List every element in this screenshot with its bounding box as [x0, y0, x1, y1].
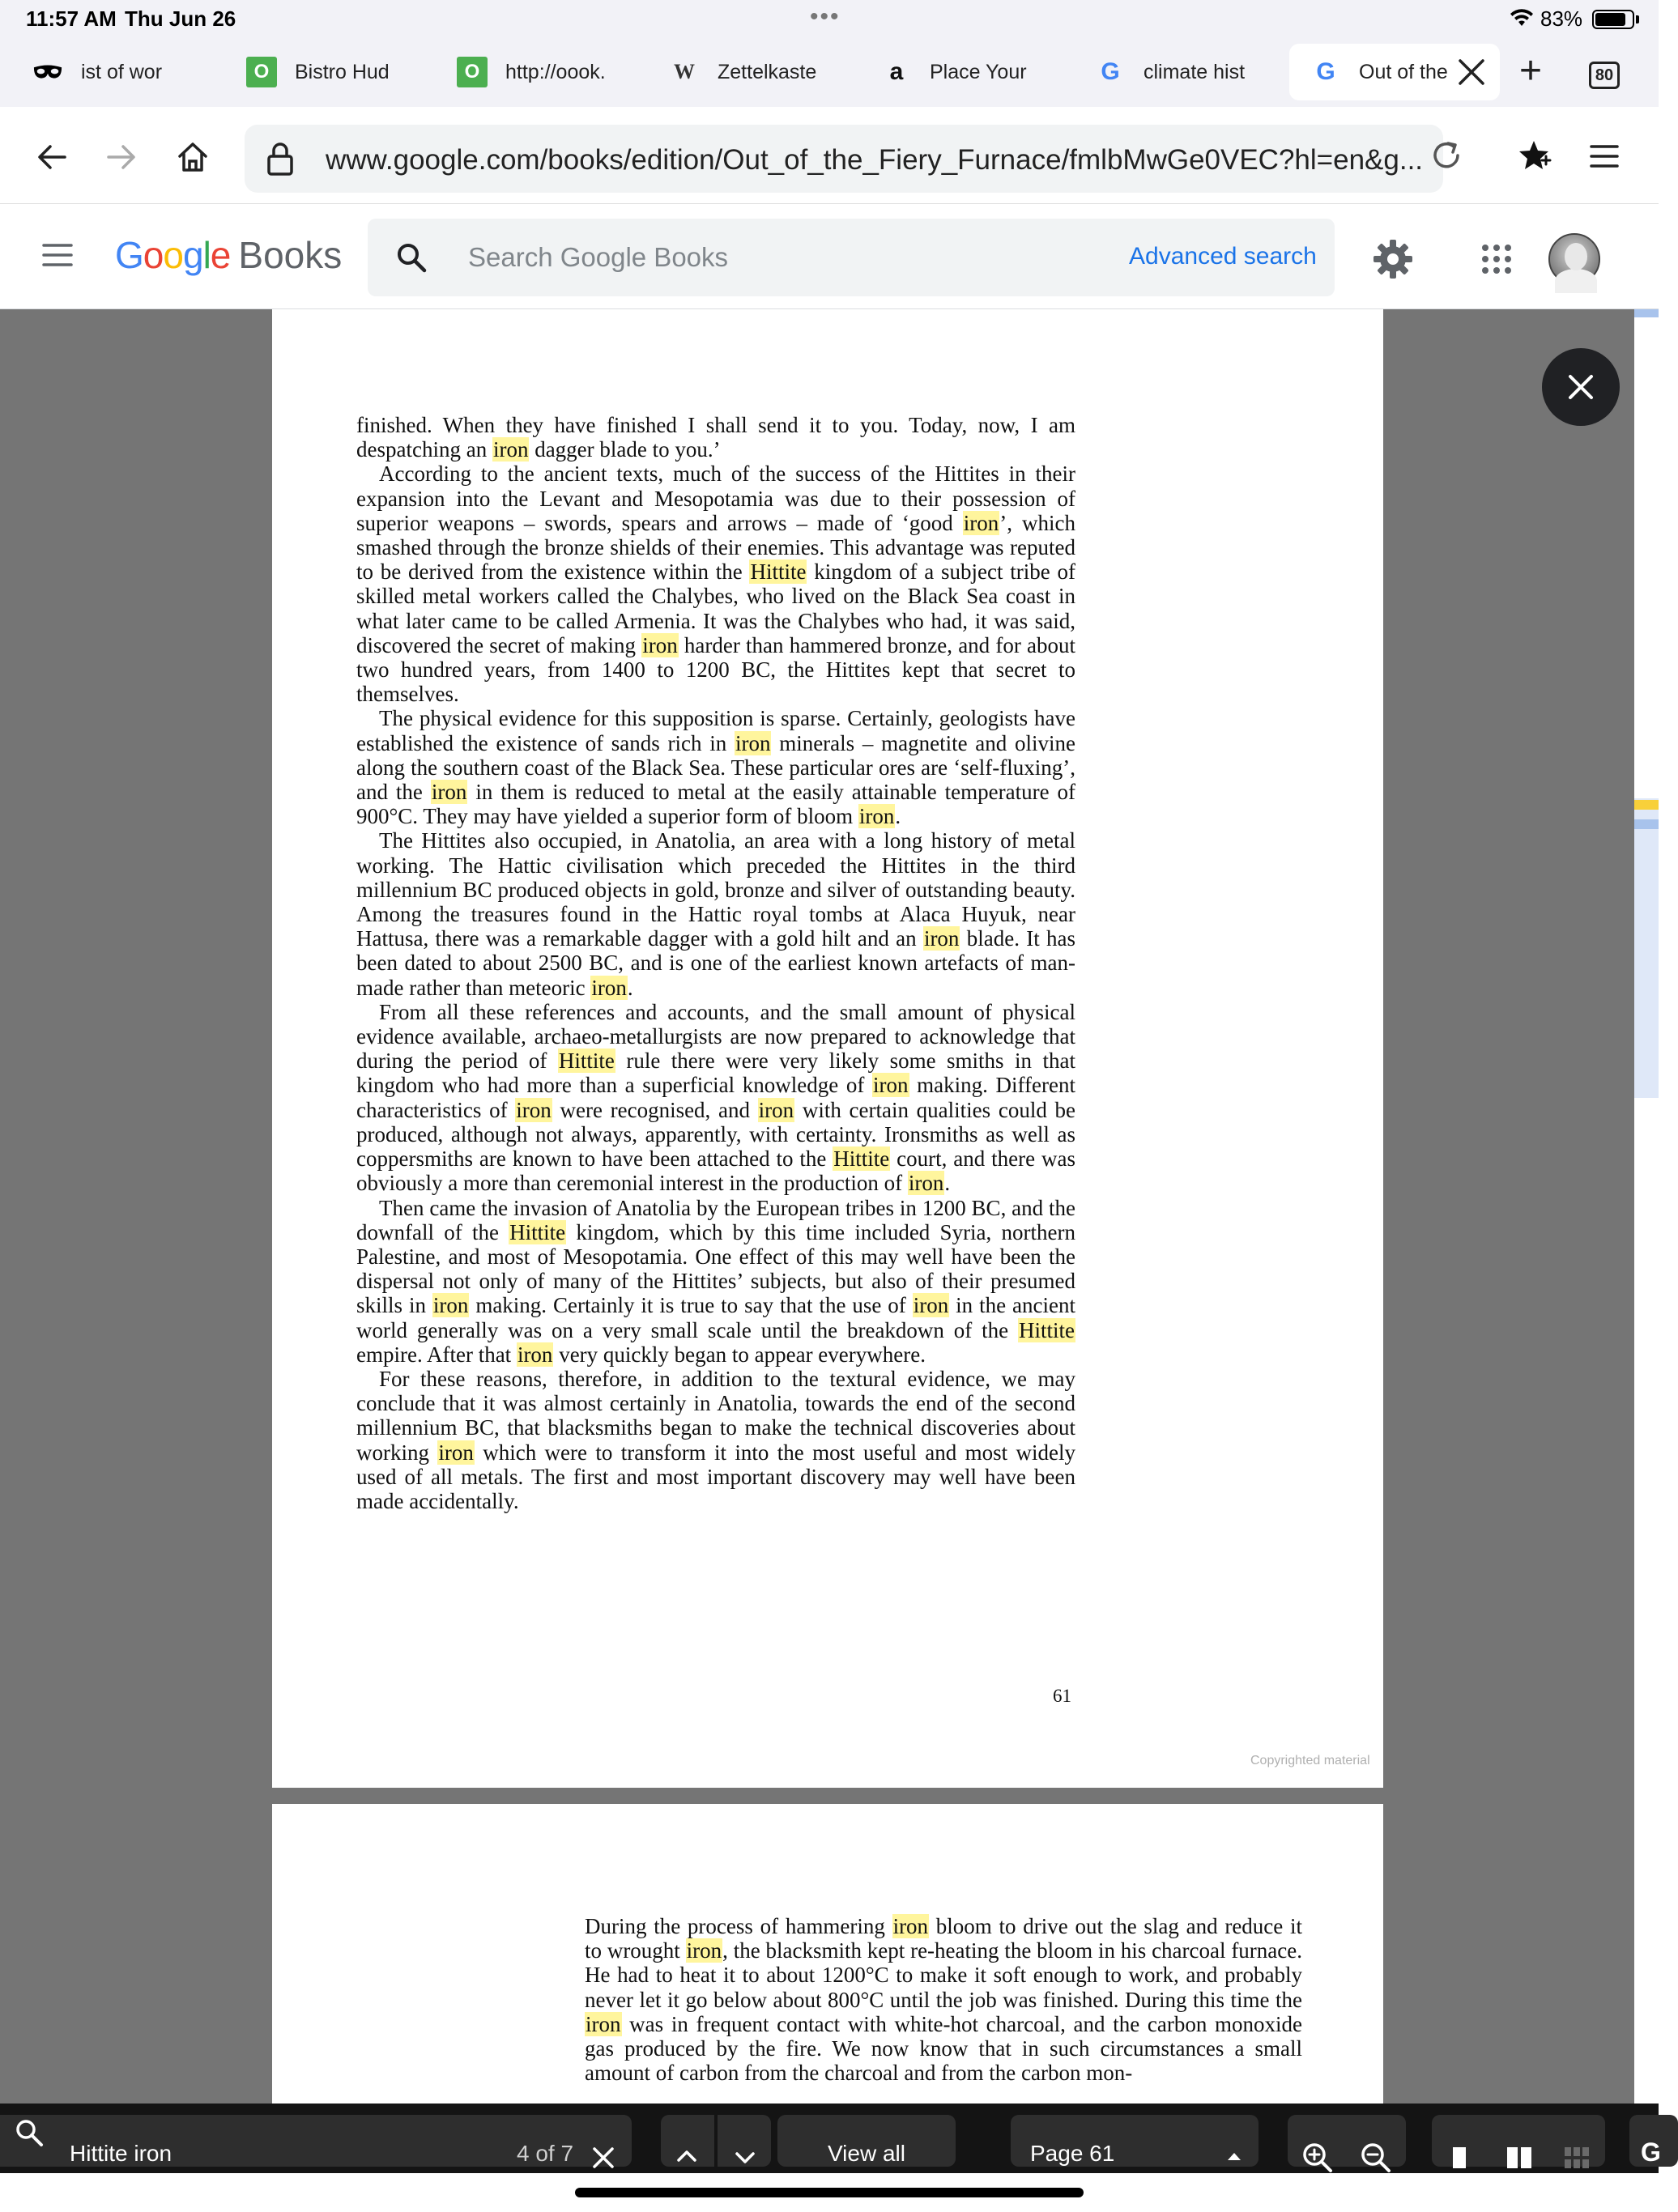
reader-scrollbar[interactable] [1634, 309, 1659, 2104]
book-page-62 [272, 1804, 1383, 2104]
bookmarks-star-icon[interactable] [1516, 138, 1552, 173]
search-hit-highlight: iron [923, 926, 960, 951]
search-hit-highlight: iron [908, 1171, 944, 1196]
chevron-down-icon[interactable] [730, 2146, 760, 2170]
settings-gear-icon[interactable] [1370, 236, 1416, 282]
find-search-icon [13, 2116, 45, 2149]
scroll-marker [1634, 309, 1659, 317]
battery-icon [1592, 10, 1634, 29]
tab-bistro-hud[interactable] [246, 44, 416, 100]
account-avatar[interactable] [1548, 233, 1600, 285]
search-hit-highlight: iron [913, 1293, 949, 1318]
page-text [585, 1914, 1302, 2085]
text-run: For these reasons, therefore, in addition to the textural evidence, we may conclude that it was almost certainly in Anatolia, towards the end of the second millennium BC, that blacksmiths began to make the technical discoveries about working [356, 1366, 1075, 1465]
grid-view-icon[interactable] [1565, 2147, 1589, 2168]
text-run: with certain qualities could be produced, although not always, apparently, with certainty. Ironsmiths as well as coppersmiths are known to have been attached to the [356, 1097, 1075, 1172]
single-page-view-icon[interactable] [1453, 2147, 1466, 2168]
book-paragraph [356, 1367, 1075, 1513]
text-run: making. Certainly it is true to say that the use of [469, 1293, 913, 1318]
search-hit-highlight: Hittite [833, 1146, 890, 1172]
book-paragraph [356, 413, 1075, 462]
search-hit-highlight: Hittite [558, 1049, 615, 1074]
g-button-label[interactable]: G [1641, 2138, 1661, 2167]
search-icon[interactable] [394, 240, 429, 275]
tab-label: Zettelkaste [718, 60, 817, 83]
text-run: making. Different characteristics of [356, 1073, 1075, 1122]
url-text: www.google.com/books/edition/Out_of_the_Fiery_Furnace/fmlbMwGe0VEC?hl=en&g... [326, 144, 1424, 176]
tab-label: climate hist [1144, 60, 1246, 83]
text-run: . [944, 1171, 951, 1196]
search-hit-highlight: iron [431, 780, 467, 805]
reload-icon[interactable] [1429, 138, 1464, 173]
text-run: kingdom, which by this time included Syria, northern Palestine, and most of Mesopotamia. One effect of this may well have been the dispersal not only of many of the Hittites’ subjects, but also of their presumed skills in [356, 1219, 1075, 1318]
book-paragraph [356, 1000, 1075, 1196]
tab-label: Out of the [1359, 60, 1448, 83]
text-run: finished. When they have finished I shall send it to you. Today, now, I am despatching an [356, 413, 1075, 462]
main-menu-icon[interactable] [42, 243, 73, 267]
status-bar [0, 0, 1659, 39]
text-run: which were to transform it into the most useful and most widely used of all metals. The first and most important discovery may well have been made accidentally. [356, 1440, 1075, 1513]
book-paragraph [356, 462, 1075, 706]
page-selector-label[interactable]: Page 61 [1030, 2141, 1115, 2166]
tab-place-your[interactable] [881, 44, 1051, 100]
search-hit-marker [1634, 800, 1659, 810]
text-run: blade. It has been dated to about 2500 BC, and is one of the earliest known artefacts of man-made rather than meteoric [356, 926, 1076, 1000]
google-g-icon: G [1101, 58, 1120, 85]
search-hit-highlight: iron [858, 804, 895, 829]
book-reader[interactable] [0, 309, 1659, 2104]
book-paragraph [356, 706, 1075, 828]
favicon-green-o-icon: O [457, 57, 488, 87]
book-page-61 [272, 309, 1383, 1788]
logo-letter: G [115, 234, 143, 276]
close-icon [1566, 372, 1595, 402]
scroll-thumb[interactable] [1634, 798, 1659, 1098]
home-indicator[interactable] [575, 2188, 1084, 2197]
text-run: empire. After that [356, 1342, 517, 1367]
search-hit-highlight: iron [758, 1097, 794, 1122]
logo-letter: e [210, 234, 231, 276]
logo-letter: o [163, 234, 183, 276]
book-paragraph [356, 828, 1075, 999]
wifi-icon [1510, 8, 1534, 28]
home-icon[interactable] [175, 139, 211, 175]
status-time: 11:57 AM [26, 6, 117, 31]
avatar-face [1565, 243, 1587, 270]
text-run: minerals – magnetite and olivine along the southern coast of the Black Sea. These particular ores are ‘self-fluxing’, and the [356, 730, 1076, 805]
find-query-text[interactable]: Hittite iron [70, 2141, 172, 2166]
text-run: was in frequent contact with white-hot charcoal, and the carbon monoxide gas produced by the fire. We now know that in such circumstances a small amount of carbon from the charcoal and from the carbon mon- [585, 2011, 1302, 2086]
tab-climate-history[interactable] [1095, 44, 1265, 100]
book-paragraph [585, 1914, 1302, 2085]
multitasking-dots[interactable]: ••• [810, 3, 841, 30]
tab-count-button[interactable]: 80 [1589, 62, 1620, 89]
search-hit-highlight: iron [438, 1440, 474, 1465]
tab-label: Bistro Hud [295, 60, 390, 83]
text-run: . [895, 804, 901, 829]
wikipedia-icon: W [674, 60, 695, 83]
text-run: During the process of hammering [585, 1914, 892, 1938]
search-hit-highlight: iron [892, 1914, 929, 1938]
favicon-green-o-icon: O [246, 57, 277, 87]
logo-books-word: Books [238, 234, 343, 276]
text-run: in them is reduced to metal at the easily attainable temperature of 900°C. They may have yielded a superior form of bloom [356, 780, 1075, 829]
battery-percent: 83% [1540, 6, 1583, 31]
text-run: , the blacksmith kept re-heating the bloom in his charcoal furnace. He had to heat it to about 1200°C to make it soft enough to work, and probably never let it go below about 800°C until the job was finished. During this time the [585, 1938, 1302, 2012]
address-row [0, 107, 1659, 204]
search-hit-highlight: iron [591, 975, 627, 1000]
search-hit-highlight: iron [873, 1073, 909, 1098]
forward-arrow-icon[interactable] [104, 139, 139, 175]
text-run: From all these references and accounts, and the small amount of physical evidence available, archaeo-metallurgists are now prepared to acknowledge that during the period of [356, 999, 1075, 1074]
status-date: Thu Jun 26 [125, 6, 236, 31]
url-bar[interactable] [245, 125, 1443, 193]
advanced-search-link[interactable]: Advanced search [1129, 243, 1317, 270]
tab-label: http://oook. [505, 60, 606, 83]
text-run: dagger blade to you.’ [529, 437, 721, 462]
search-hit-highlight: Hittite [509, 1219, 566, 1244]
scroll-marker [1634, 819, 1659, 829]
text-run: rule there were very likely some smiths in that kingdom who had more than a superficial knowledge of [356, 1049, 1076, 1098]
search-hit-highlight: iron [492, 437, 529, 462]
close-reader-button[interactable] [1542, 348, 1620, 426]
browser-menu-icon[interactable] [1589, 143, 1620, 170]
tab-zettelkasten[interactable] [669, 44, 839, 100]
google-g-icon: G [1316, 58, 1335, 85]
new-tab-plus-icon[interactable]: + [1519, 49, 1543, 92]
text-run: According to the ancient texts, much of the success of the Hittites in their expansion into the Levant and Mesopotamia was due to their possession of superior weapons – swords, spears and arrows – made of ‘good [356, 462, 1075, 535]
battery-tip [1636, 15, 1639, 23]
tab-list-of-words[interactable] [32, 44, 211, 100]
text-run: in the ancient world generally was on a very small scale until the breakdown of the [356, 1293, 1075, 1342]
tab-close-icon[interactable] [1456, 57, 1487, 87]
page-text [356, 413, 1075, 1513]
text-run: kingdom of a subject tribe of skilled metal workers called the Chalybes, who lived on the Black Sea coast in what later came to be called Armenia. It was the Chalybes who had, it was said, discovered the secret of making [356, 559, 1075, 657]
search-hit-highlight: iron [642, 632, 678, 657]
logo-letter: l [202, 234, 211, 276]
home-area [0, 2173, 1659, 2212]
text-run: bloom to drive out the slag and reduce it to wrought [585, 1914, 1303, 1963]
zoom-out-icon[interactable] [1359, 2141, 1391, 2173]
tab-label: ist of wor [81, 60, 163, 83]
find-result-count: 4 of 7 [517, 2141, 574, 2166]
text-run: ’, which smashed through the bronze shields of their enemies. This advantage was reputed to be derived from the existence within the [356, 510, 1075, 585]
search-hit-highlight: iron [517, 1342, 553, 1367]
logo-letter: o [143, 234, 164, 276]
text-run: . [627, 975, 633, 1000]
google-apps-icon[interactable] [1480, 243, 1513, 275]
view-all-label[interactable]: View all [828, 2141, 905, 2166]
book-paragraph [356, 1196, 1075, 1367]
tab-oook[interactable] [457, 44, 627, 100]
books-search-input[interactable] [468, 238, 1051, 277]
mask-icon [32, 57, 63, 87]
logo-letter: g [182, 234, 203, 276]
search-hit-highlight: iron [586, 2011, 621, 2036]
text-run: The Hittites also occupied, in Anatolia, an area with a long history of metal working. The Hattic civilisation which preceded the Hittites in the third millennium BC produced objects in gold, bronze and silver of outstanding beauty. Among the treasures found in the Hattic royal tombs at Alaca Huyuk, near Hattusa, there was a remarkable dagger with a gold hilt and an [356, 828, 1075, 951]
text-run: The physical evidence for this supposition is sparse. Certainly, geologists have established the existence of sands rich in [356, 706, 1075, 755]
amazon-icon: a [889, 58, 904, 85]
search-hit-highlight: Hittite [1019, 1317, 1075, 1342]
search-hit-highlight: iron [735, 730, 771, 755]
search-hit-highlight: iron [516, 1097, 552, 1122]
battery-level [1595, 13, 1625, 26]
search-hit-highlight: iron [432, 1293, 469, 1318]
search-hit-highlight: Hittite [750, 559, 807, 585]
books-search-box [368, 219, 1335, 296]
copyright-notice: Copyrighted material [1250, 1754, 1370, 1767]
text-run: harder than hammered bronze, and for about two hundred years, from 1400 to 1200 BC, the Hittites kept that secret to themselves. [356, 632, 1075, 707]
text-run: were recognised, and [552, 1097, 758, 1122]
search-hit-highlight: iron [963, 510, 999, 535]
google-books-logo[interactable] [115, 233, 342, 277]
zoom-in-icon[interactable] [1301, 2141, 1333, 2173]
lock-icon [264, 141, 296, 177]
text-run: very quickly began to appear everywhere. [553, 1342, 926, 1367]
chevron-up-icon[interactable] [672, 2144, 701, 2168]
caret-up-icon[interactable] [1226, 2150, 1242, 2162]
text-run: court, and there was obviously a more than ceremonial interest in the production of [356, 1146, 1075, 1196]
clear-find-icon[interactable] [591, 2146, 615, 2170]
tab-label: Place Your [930, 60, 1027, 83]
search-hit-highlight: iron [686, 1938, 722, 1963]
page-number: 61 [1053, 1686, 1071, 1706]
tab-bar [0, 39, 1659, 107]
text-run: Then came the invasion of Anatolia by the European tribes in 1200 BC, and the downfall of the [356, 1195, 1075, 1244]
google-books-header [0, 204, 1659, 309]
avatar-shoulders [1555, 269, 1597, 293]
two-page-view-icon[interactable] [1506, 2147, 1532, 2168]
back-arrow-icon[interactable] [34, 139, 70, 175]
